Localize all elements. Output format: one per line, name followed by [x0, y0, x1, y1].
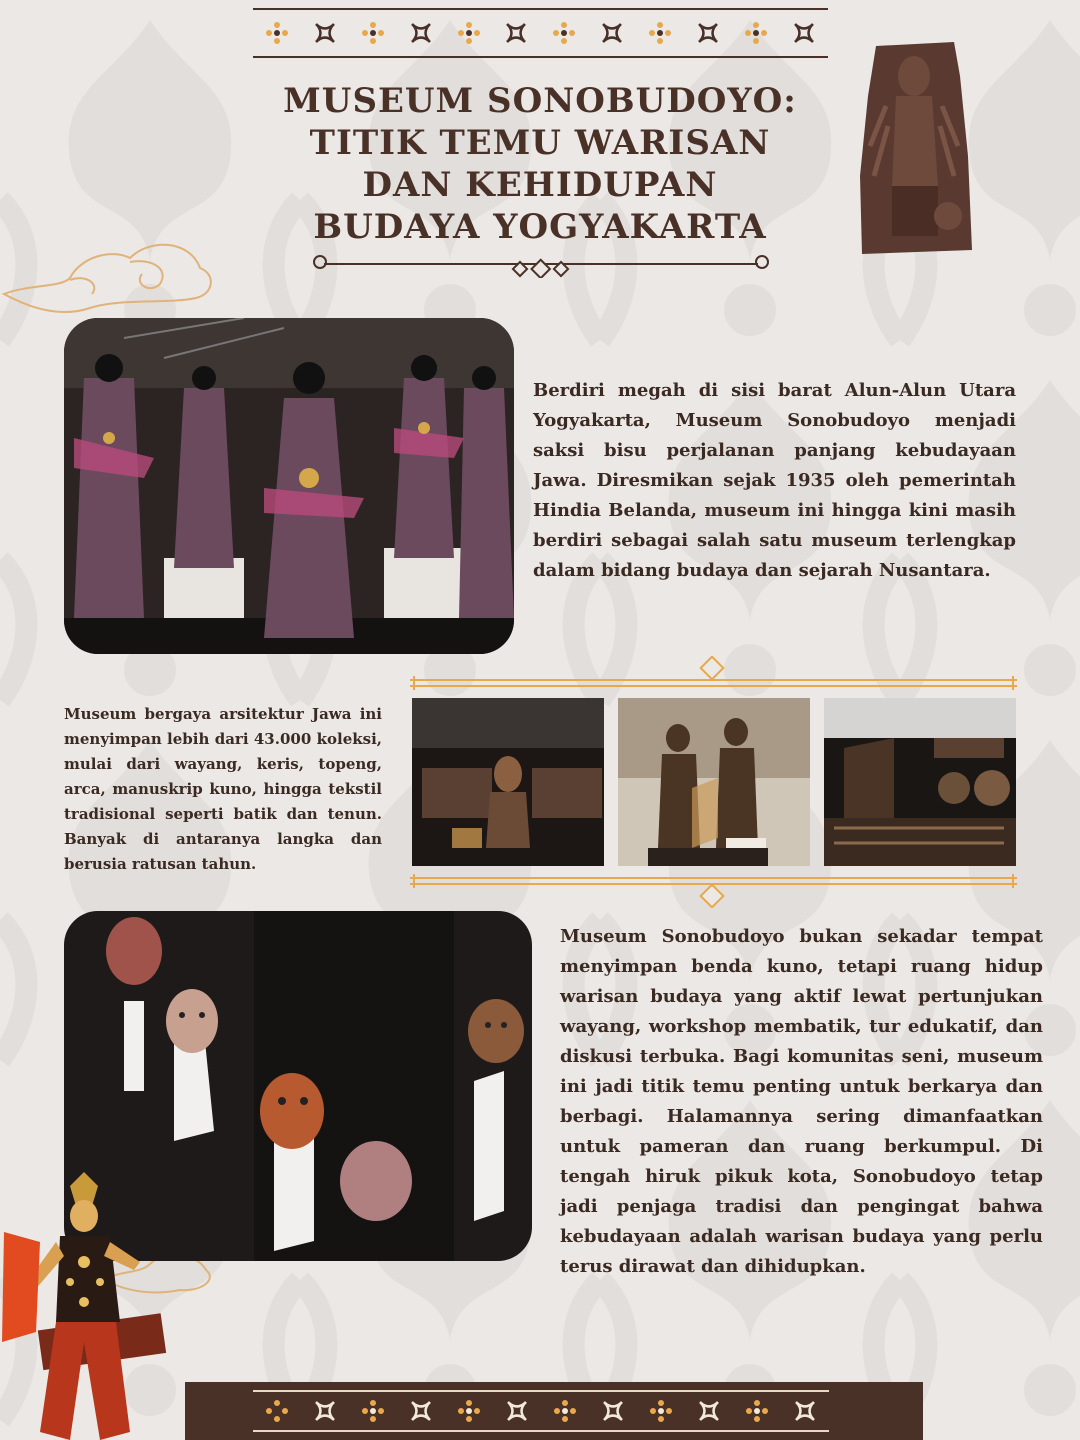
flower-motif-icon: [647, 20, 673, 46]
title-line-1: MUSEUM SONOBUDOYO:: [283, 81, 797, 121]
gallery-photo-gamelan-statue: [412, 698, 604, 866]
flower-motif-icon: [552, 1398, 578, 1424]
collection-paragraph: Museum bergaya arsitektur Jawa ini menyimpan lebih dari 43.000 koleksi, mulai dari wayang, keris, topeng, arca, manuskrip kuno, hingga tekstil tradisional seperti batik dan tenun. Banyak di antaranya langka dan berusia ratusan tahun.: [64, 705, 382, 873]
bottom-ornament-band: [185, 1382, 923, 1440]
top-ornament-band: [253, 8, 828, 58]
gallery-photo-bronze-figures: [618, 698, 810, 866]
flower-motif-icon: [744, 1398, 770, 1424]
title-line-3: DAN KEHIDUPAN: [362, 165, 718, 205]
cross-motif-icon: [504, 1398, 530, 1424]
cross-motif-icon: [695, 20, 721, 46]
cross-motif-icon: [791, 20, 817, 46]
cross-motif-icon: [408, 20, 434, 46]
cross-motif-icon: [792, 1398, 818, 1424]
flower-motif-icon: [360, 20, 386, 46]
title-divider-ornament: [310, 250, 772, 278]
title-line-2: TITIK TEMU WARISAN: [309, 123, 771, 163]
flower-motif-icon: [264, 20, 290, 46]
wayang-golek-puppet-image: [0, 1172, 170, 1440]
flower-motif-icon: [456, 1398, 482, 1424]
flower-motif-icon: [264, 1398, 290, 1424]
flower-motif-icon: [743, 20, 769, 46]
gallery-photo-gamelan-instruments: [824, 698, 1016, 866]
intro-paragraph: Berdiri megah di sisi barat Alun-Alun Utara Yogyakarta, Museum Sonobudoyo menjadi saksi bisu perjalanan panjang kebudayaan Jawa. Diresmikan sejak 1935 oleh pemerintah Hindia Belanda, museum ini hingga kini masih berdiri sebagai salah satu museum terlengkap dalam bidang budaya dan sejarah Nusantara.: [533, 380, 1016, 581]
cross-motif-icon: [408, 1398, 434, 1424]
title-line-4: BUDAYA YOGYAKARTA: [313, 207, 767, 247]
cross-motif-icon: [599, 20, 625, 46]
flower-motif-icon: [551, 20, 577, 46]
cross-motif-icon: [600, 1398, 626, 1424]
stone-statue-image: [856, 36, 974, 258]
flower-motif-icon: [360, 1398, 386, 1424]
living-heritage-paragraph: Museum Sonobudoyo bukan sekadar tempat menyimpan benda kuno, tetapi ruang hidup warisan budaya yang aktif lewat pertunjukan wayang, workshop membatik, tur edukatif, dan diskusi terbuka. Bagi komunitas seni, museum ini jadi titik temu penting untuk berkarya dan berbagi. Halamannya sering dimanfaatkan untuk pameran dan ruang berkumpul. Di tengah hiruk pikuk kota, Sonobudoyo tetap jadi penjaga tradisi dan pengingat bahwa kebudayaan adalah warisan budaya yang perlu terus dirawat dan dihidupkan.: [560, 926, 1043, 1277]
cross-motif-icon: [696, 1398, 722, 1424]
page-title: [280, 80, 800, 248]
cross-motif-icon: [503, 20, 529, 46]
flower-motif-icon: [456, 20, 482, 46]
flower-motif-icon: [648, 1398, 674, 1424]
cross-motif-icon: [312, 20, 338, 46]
cross-motif-icon: [312, 1398, 338, 1424]
cloud-ornament-icon: [0, 228, 220, 328]
hero-wayang-costume-photo: [64, 318, 514, 654]
